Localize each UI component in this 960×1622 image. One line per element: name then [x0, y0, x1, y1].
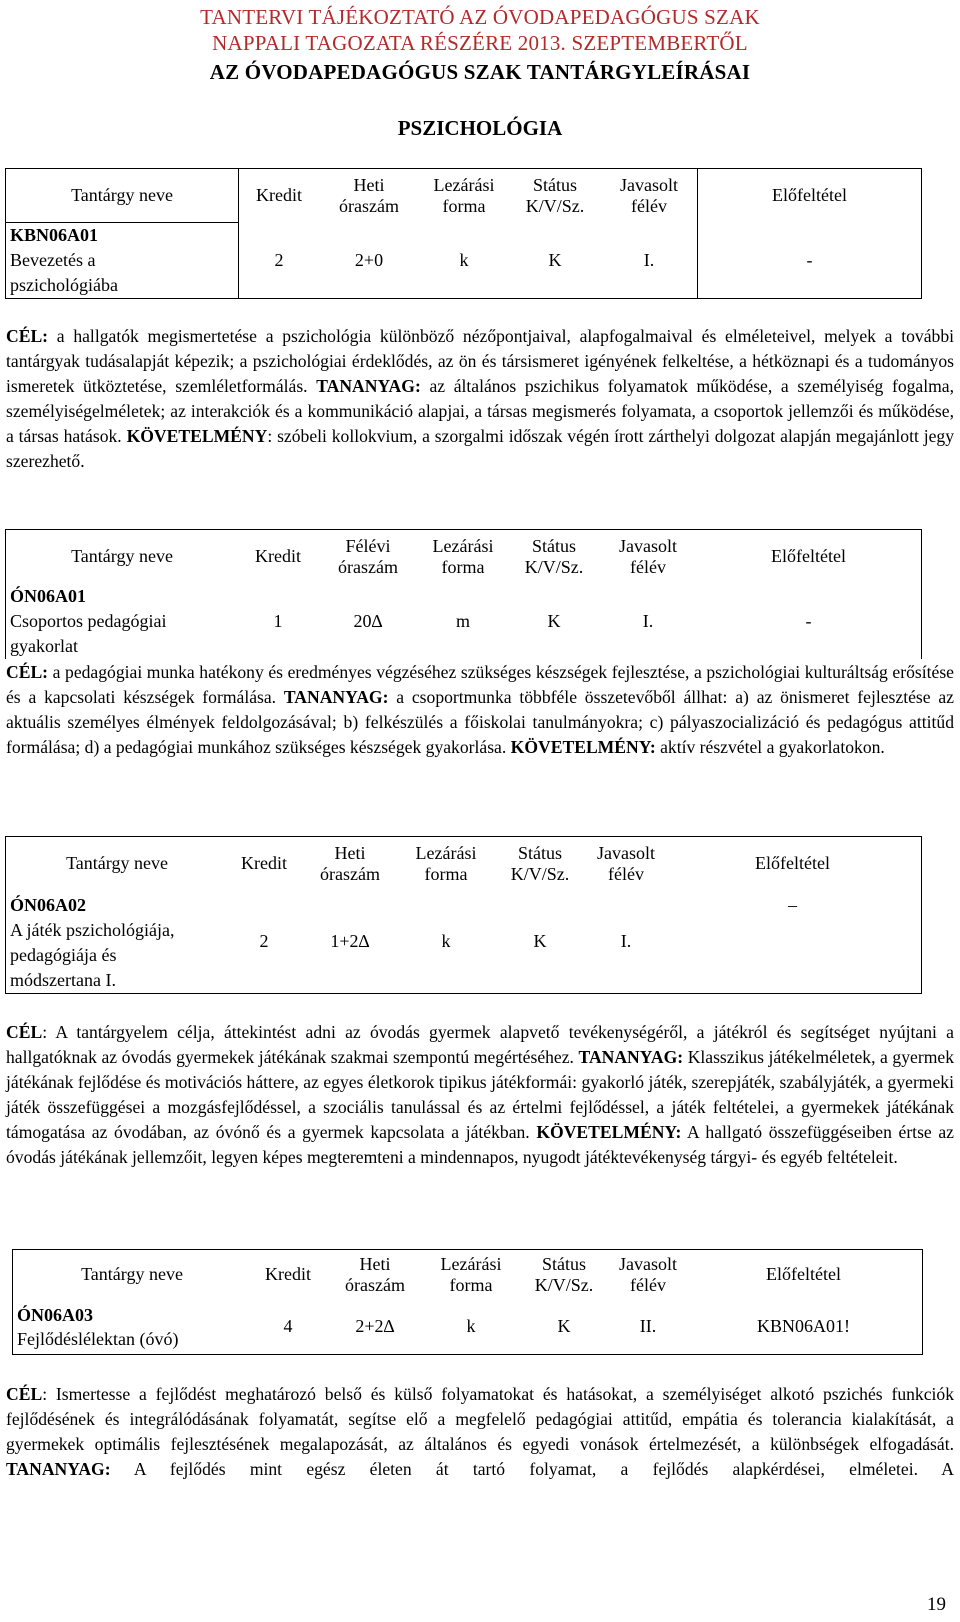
col-credit-header: Kredit	[255, 546, 301, 567]
col-semester-header: Javasolt	[620, 174, 678, 195]
kovetelmeny-label: KÖVETELMÉNY	[126, 426, 268, 446]
kovetelmeny-label: KÖVETELMÉNY:	[510, 737, 656, 757]
col-hours-header: Heti	[334, 842, 366, 863]
cel-text: a pedagógiai munka hatékony és eredményes végzéséhez szükséges készségek fejlesztése, a pszichológiai kulturáltság erősítése és a kapcsolati készségek formálása.	[6, 662, 954, 707]
course-name-2: pszichológiába	[10, 275, 118, 295]
col-credit-header: Kredit	[241, 853, 287, 874]
col-status-header-2: K/V/Sz.	[525, 195, 585, 216]
course-prereq: –	[788, 894, 797, 915]
course-table-on06a01	[5, 529, 922, 659]
col-semester-header: Javasolt	[619, 535, 677, 556]
tananyag-label: TANANYAG:	[578, 1047, 684, 1067]
kovetelmeny-label: KÖVETELMÉNY:	[536, 1122, 682, 1142]
header-line-1: TANTERVI TÁJÉKOZTATÓ AZ ÓVODAPEDAGÓGUS SZAK	[200, 5, 760, 29]
course-status: K	[548, 249, 562, 270]
col-status-header-2: K/V/Sz.	[534, 1274, 594, 1295]
course-credit: 1	[273, 610, 283, 631]
col-hours-header-2: óraszám	[339, 195, 399, 216]
col-hours-header-2: óraszám	[338, 556, 398, 577]
course-description-on06a03	[6, 1382, 954, 1482]
cel-label: CÉL:	[6, 662, 49, 682]
col-status-header: Státus	[541, 1253, 586, 1274]
course-credit: 2	[274, 249, 284, 270]
cel-label: CÉL	[6, 1022, 43, 1042]
col-exam-header: Lezárási	[440, 1253, 502, 1274]
course-hours: 20∆	[353, 610, 383, 631]
col-exam-header-2: forma	[449, 1274, 493, 1295]
course-code: ÓN06A01	[10, 585, 86, 606]
col-status-header: Státus	[532, 174, 577, 195]
tananyag-text: az általános pszichikus folyamatok működése, a személyiség fogalma, személyiségelméletek; az interakciók és a kommunikáció alapjai, a társas megismerés folyamata, a csoportok jellemzői és működése, a társas hatások.	[6, 376, 954, 446]
col-exam-header: Lezárási	[433, 174, 495, 195]
col-semester-header-2: félév	[630, 1274, 666, 1295]
col-semester-header-2: félév	[630, 556, 666, 577]
page-number: 19	[927, 1594, 946, 1615]
col-status-header-2: K/V/Sz.	[524, 556, 584, 577]
cel-text: a hallgatók megismertetése a pszichológia különböző nézőpontjaival, alapfogalmaival és elméleteivel, melyek a további tantárgyak tudásalapját képezik; a pszichológiai érdeklődés, az ön és társismeret igényének felkeltése, a hétköznapi és a tudományos ismeretek ütköztetése, szemléletformálás.	[6, 326, 954, 396]
course-table-on06a02	[5, 836, 922, 994]
course-name-3: módszertana I.	[10, 969, 116, 990]
col-hours-header: Heti	[353, 174, 385, 195]
course-hours: 2+2∆	[355, 1316, 395, 1337]
subject-title: PSZICHOLÓGIA	[397, 116, 563, 140]
tananyag-label: TANANYAG:	[283, 687, 389, 707]
cel-text: : A tantárgyelem célja, áttekintést adni az óvodás gyermek alapvető tevékenységéről, a játékról és segítséget nyújtani a hallgatóknak az óvodás gyermekek játékának szakmai szempontú megértéséhez.	[6, 1022, 954, 1067]
course-name-2: gyakorlat	[10, 635, 78, 656]
course-description-on06a01	[6, 660, 954, 760]
col-hours-header: Félévi	[345, 535, 391, 556]
col-semester-header-2: félév	[608, 863, 644, 884]
col-semester-header: Javasolt	[619, 1253, 677, 1274]
course-prereq: KBN06A01!	[757, 1316, 850, 1337]
course-name-2: pedagógiája és	[10, 944, 117, 965]
tananyag-text: Klasszikus játékelméletek, a gyermek játékának fejlődése és motivációs háttere, az egyes életkorok tipikus játékformái: gyakorló játék, szerepjáték, szabályjáték, a gyermeki játék összefüggései a mozgásfejlődéssel, a szociális tanulással és az értelmi fejlődéssel, a játék feltételei, a gyermekek játékának támogatása az óvodában, az óvónő és a gyermek kapcsolata a játékban.	[6, 1047, 954, 1142]
course-prereq: -	[805, 610, 812, 631]
col-name-header: Tantárgy neve	[66, 853, 168, 874]
tananyag-label: TANANYAG:	[6, 1459, 111, 1479]
col-semester-header-2: félév	[631, 195, 667, 216]
course-hours: 1+2∆	[330, 931, 370, 951]
tananyag-label: TANANYAG:	[316, 376, 421, 396]
course-credit: 2	[259, 931, 269, 951]
cel-label: CÉL	[6, 1384, 43, 1404]
course-name: A játék pszichológiája,	[10, 919, 175, 940]
col-exam-header-2: forma	[441, 556, 485, 577]
col-prereq-header: Előfeltétel	[755, 853, 830, 874]
col-hours-header-2: óraszám	[320, 863, 380, 884]
header-line-2: NAPPALI TAGOZATA RÉSZÉRE 2013. SZEPTEMBERTŐL	[212, 31, 748, 55]
cel-text: : Ismertesse a fejlődést meghatározó belső és külső folyamatokat és hatásokat, a személyiséget alkotó pszichés funkciók fejlődésének és integrálódásának folyamatát, segítse elő a megfelelő pedagógiai attitűd, empátia és tolerancia kialakítását, a gyermekek optimális fejlesztésének megalapozását, az általános és egyedi vonások értelmezését, a különbségek elfogadását.	[6, 1384, 954, 1454]
course-credit: 4	[283, 1316, 293, 1337]
course-hours: 2+0	[354, 249, 384, 270]
course-exam: k	[441, 931, 451, 951]
course-exam: k	[466, 1316, 476, 1337]
course-exam: m	[455, 610, 470, 631]
course-exam: k	[459, 249, 469, 270]
col-hours-header: Heti	[359, 1253, 391, 1274]
kovetelmeny-text: aktív részvétel a gyakorlatokon.	[655, 737, 885, 757]
course-status: K	[547, 610, 561, 631]
col-exam-header: Lezárási	[432, 535, 494, 556]
col-name-header: Tantárgy neve	[81, 1264, 183, 1285]
kovetelmeny-text: A hallgató összefüggéseiben értse az óvodás játékának jellemzőit, legyen képes megteremteni a mindennapos, nyugodt játéktevékenység tárgyi- és egyéb feltételeit.	[6, 1122, 954, 1167]
course-table-on06a03	[12, 1249, 923, 1355]
course-name: Fejlődéslélektan (óvó)	[17, 1328, 179, 1349]
tananyag-text: a csoportmunka többféle összetevőből állhat: a) az önismeret fejlesztése az aktuális személyes élmények feldolgozásával; b) felkészülés a főiskolai tanulmányokra; c) pályaszocializáció és pedagógus attitűd formálása; d) a pedagógiai munkához szükséges készségek gyakorlása.	[6, 687, 954, 757]
col-exam-header-2: forma	[442, 195, 486, 216]
course-semester: II.	[639, 1316, 657, 1337]
course-semester: I.	[620, 931, 632, 951]
course-code: KBN06A01	[10, 225, 99, 245]
col-status-header-2: K/V/Sz.	[510, 863, 570, 884]
cel-label: CÉL:	[6, 326, 49, 346]
course-description-kbn06a01	[6, 324, 954, 474]
course-semester: I.	[643, 249, 655, 270]
col-semester-header: Javasolt	[597, 842, 655, 863]
course-name: Bevezetés a	[10, 250, 96, 270]
course-code: ÓN06A03	[17, 1304, 93, 1325]
col-prereq-header: Előfeltétel	[766, 1264, 841, 1285]
header-line-3: AZ ÓVODAPEDAGÓGUS SZAK TANTÁRGYLEÍRÁSAI	[209, 60, 751, 84]
col-exam-header: Lezárási	[415, 842, 477, 863]
course-code: ÓN06A02	[10, 894, 86, 915]
kovetelmeny-text: : szóbeli kollokvium, a szorgalmi időszak végén írott zárthelyi dolgozat alapján megajánlott jegy szerezhető.	[6, 426, 954, 471]
course-description-on06a02	[6, 1020, 954, 1170]
col-prereq-header: Előfeltétel	[771, 546, 846, 567]
course-name: Csoportos pedagógiai	[10, 610, 167, 631]
col-status-header: Státus	[517, 842, 562, 863]
col-name-header: Tantárgy neve	[71, 185, 173, 205]
tananyag-text: A fejlődés mint egész életen át tartó folyamat, a fejlődés alapkérdései, elméletei. A	[110, 1459, 954, 1479]
course-status: K	[533, 931, 547, 951]
course-table-kbn06a01	[5, 168, 922, 299]
col-credit-header: Kredit	[256, 185, 302, 206]
col-hours-header-2: óraszám	[345, 1274, 405, 1295]
col-exam-header-2: forma	[424, 863, 468, 884]
col-prereq-header: Előfeltétel	[772, 185, 847, 206]
col-credit-header: Kredit	[265, 1264, 311, 1285]
course-semester: I.	[642, 610, 654, 631]
col-name-header: Tantárgy neve	[71, 546, 173, 567]
course-status: K	[557, 1316, 571, 1337]
col-status-header: Státus	[531, 535, 576, 556]
course-prereq: -	[806, 249, 813, 270]
